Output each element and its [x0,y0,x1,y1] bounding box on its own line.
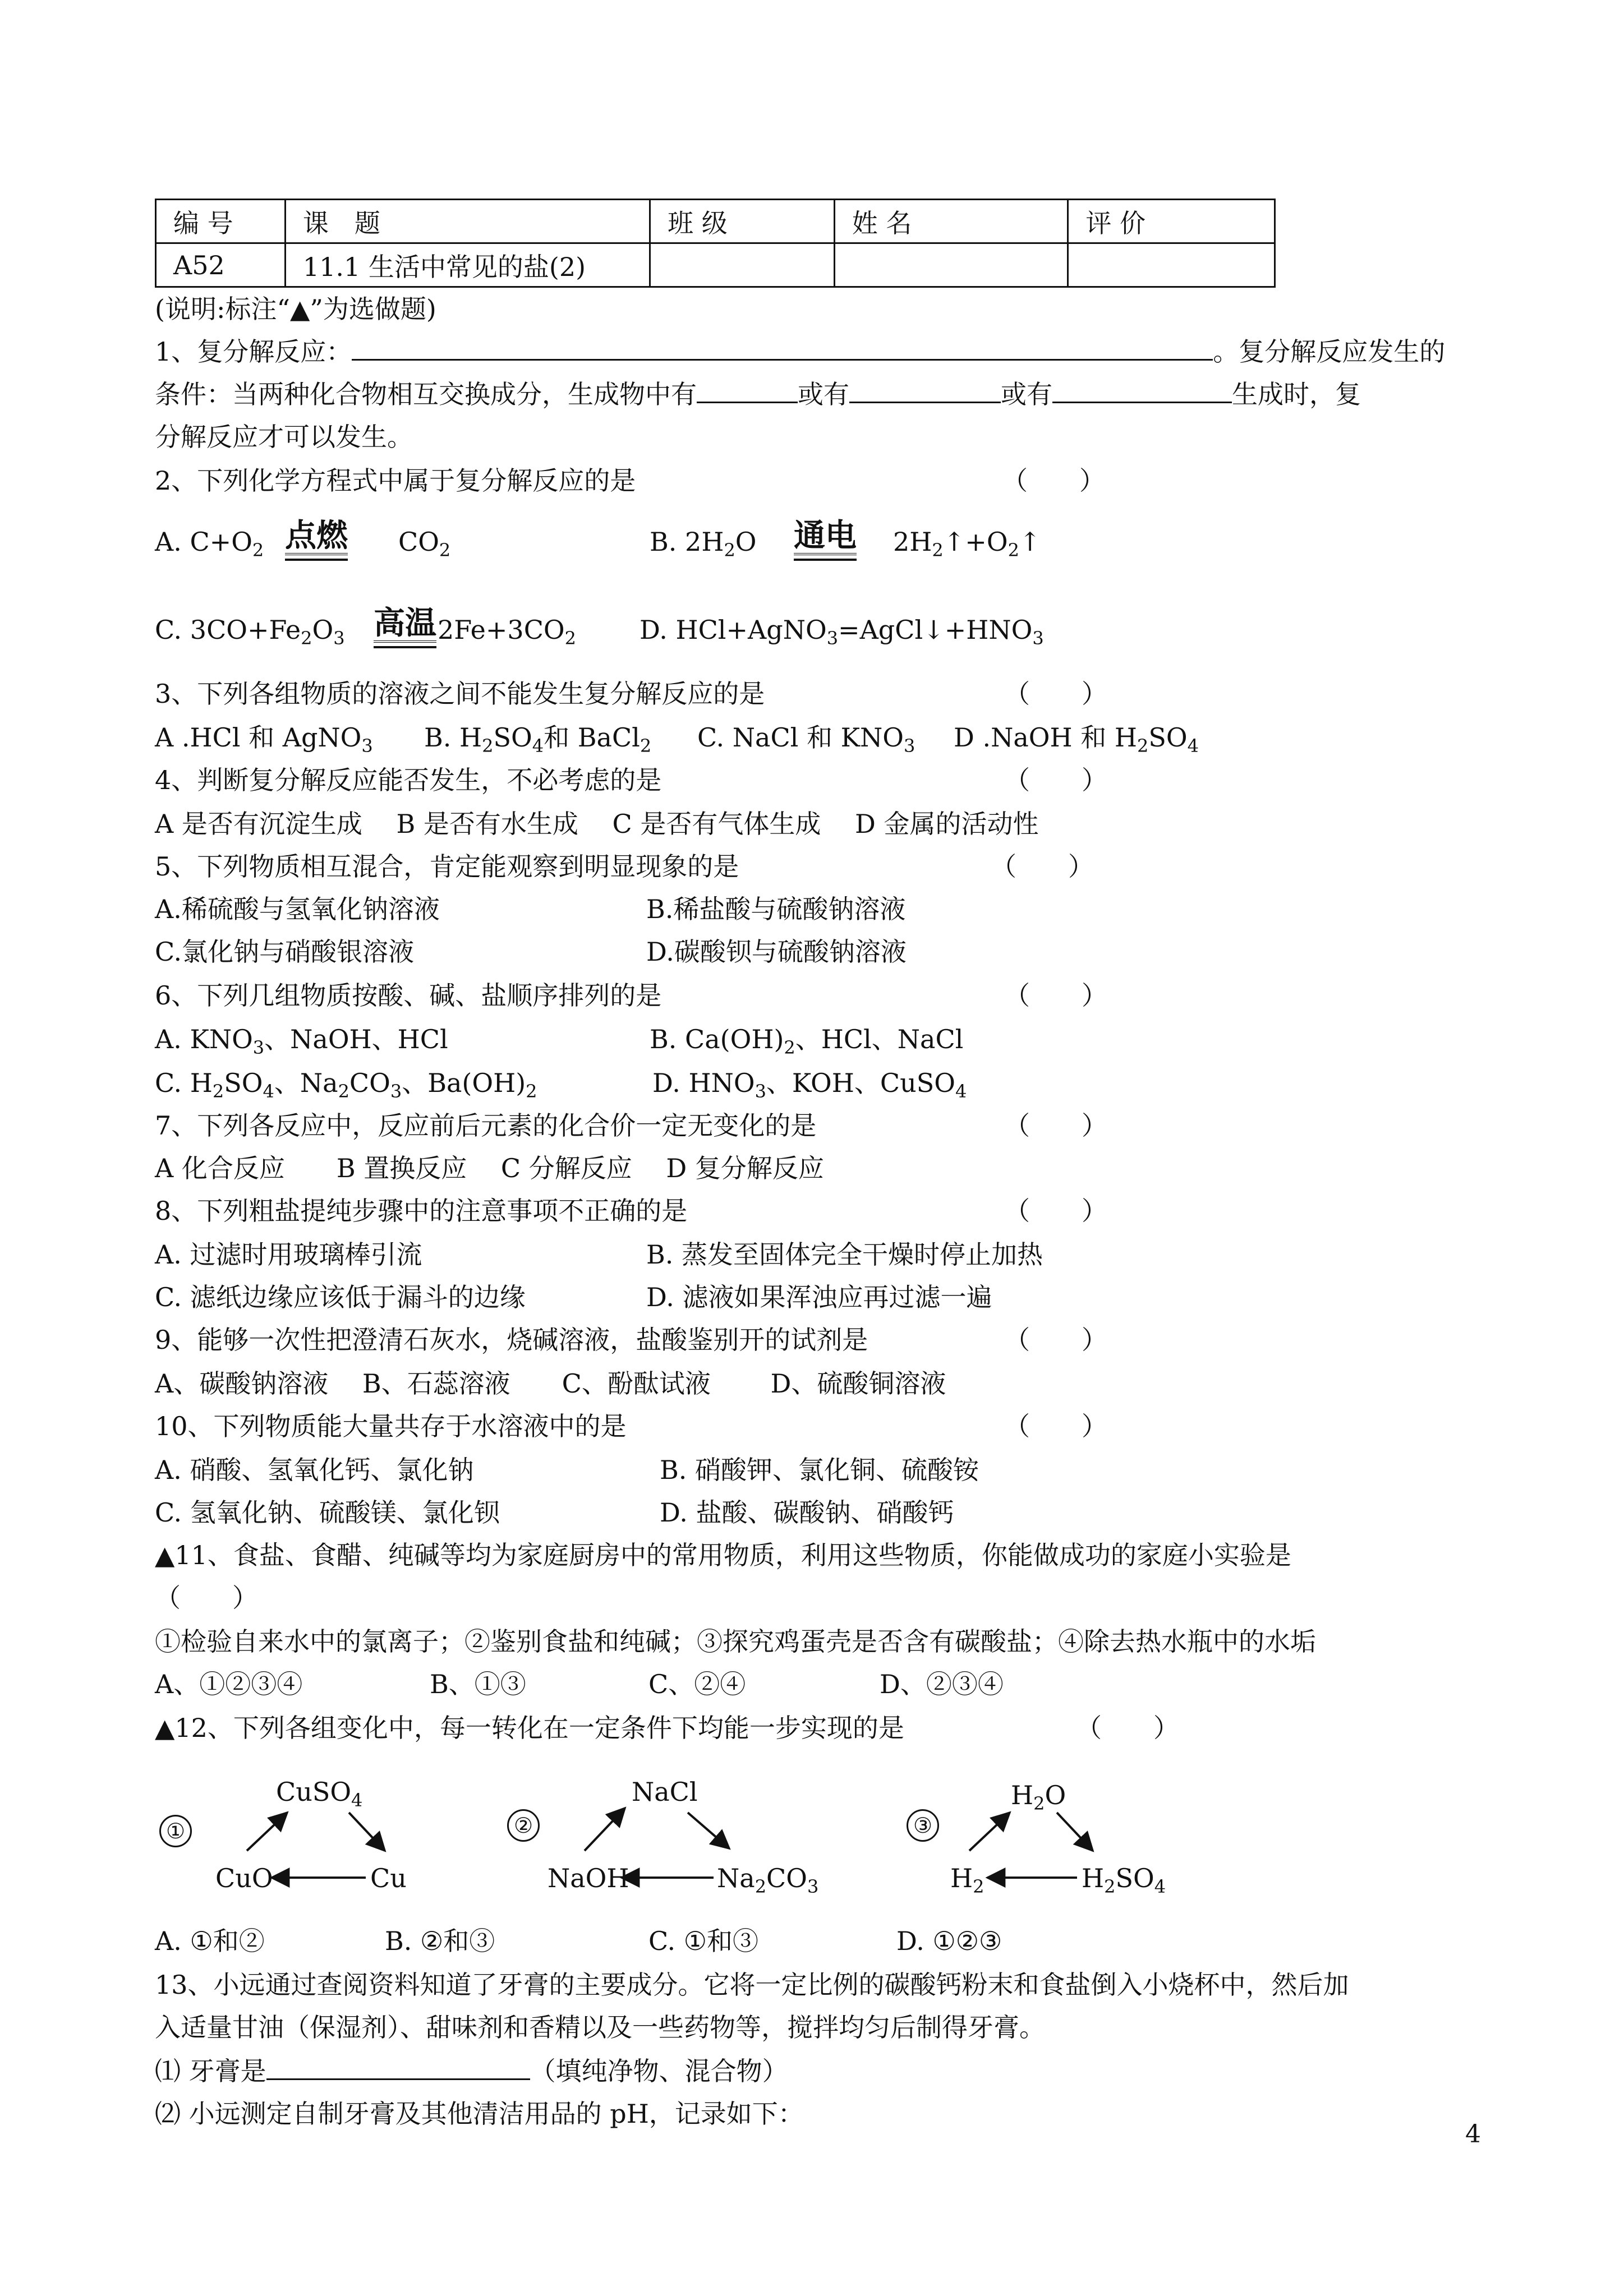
q6-d-text: D. HNO [652,1068,755,1098]
q13-blank[interactable] [266,2056,530,2080]
q6-option-a: A. $KNO_3$、NaOH、HCl [155,1024,448,1058]
q2-a-product: $CO_2$ [398,527,451,561]
q6-c-so: SO [224,1068,263,1098]
q10-answer-paren[interactable]: （ ） [1004,1411,1107,1441]
q6-stem: 6、下列几组物质按酸、碱、盐顺序排列的是 [155,980,662,1011]
q8-option-d: D. 滤液如果浑浊应再过滤一遍 [646,1282,992,1312]
q8-option-c: C. 滤纸边缘应该低于漏斗的边缘 [155,1282,526,1312]
q5-answer-paren[interactable]: （ ） [991,851,1094,882]
q2-a-cond-label: 点燃 [285,517,348,554]
d1-arrow-cuo-to-cuso4 [247,1813,287,1851]
page-number: 4 [1465,2120,1481,2149]
q9-answer-paren[interactable]: （ ） [1004,1325,1107,1355]
d1-number: ① [159,1815,192,1847]
q11-items: ①检验自来水中的氯离子；②鉴别食盐和纯碱；③探究鸡蛋壳是否含有碳酸盐；④除去热水瓶中的水垢 [155,1626,1316,1657]
q6-b-rest: 、HCl、NaCl [795,1024,964,1054]
q3-option-c: C. NaCl 和 $KNO_3$ [697,722,915,757]
q2-option-d: D. $HCl+AgNO_3=AgCl↓+HNO_3$ [640,615,1044,649]
q2-a-prod-label: CO [398,527,439,557]
q4-answer-paren[interactable]: （ ） [1004,765,1107,795]
header-cell-number: 编 号 [156,200,286,243]
q2-answer-paren[interactable]: （ ） [1002,465,1105,496]
q10-stem: 10、下列物质能大量共存于水溶液中的是 [155,1411,627,1441]
d2-arrow-nacl-to-na2co3 [688,1813,729,1848]
d1-top-label: CuSO [276,1777,352,1807]
q8-option-a: A. 过滤时用玻璃棒引流 [155,1239,422,1270]
q3-stem: 3、下列各组物质的溶液之间不能发生复分解反应的是 [155,679,765,709]
q2-b-product: $2H_2↑+O_2↑$ [893,527,1041,561]
q2-option-c: C. $3CO+Fe_2O_3$ [155,615,345,649]
d1-top [276,1774,362,1818]
q1-end-text: 生成时，复 [1232,379,1361,409]
q13-p1-hint: （填纯净物、混合物） [530,2056,788,2086]
q11-answer-paren[interactable]: （ ） [155,1583,258,1613]
q3-answer-paren[interactable]: （ ） [1004,679,1107,709]
d3-right-a: H [1082,1863,1105,1893]
d3-left [950,1861,984,1904]
q2-option-a: A. $C+O_2$ [155,527,264,561]
q10-option-d: D. 盐酸、碳酸钠、硝酸钙 [660,1497,954,1528]
q3-d-text: D .NaOH 和 H [954,722,1137,753]
d1-top-sub: 4 [351,1790,363,1811]
d3-arrow-h2-to-h2o [969,1813,1010,1851]
q8-stem: 8、下列粗盐提纯步骤中的注意事项不正确的是 [155,1196,688,1226]
q10-option-c: C. 氢氧化钠、硫酸镁、氯化钡 [155,1497,500,1528]
note: (说明:标注“▲”为选做题) [155,294,436,324]
q6-c-na: 、Na [274,1068,338,1098]
q3-b-so: SO [493,722,532,753]
d2-right-b: CO [766,1863,807,1893]
q2-c-text: C. 3CO+Fe [155,615,301,645]
q6-d-rest: 、KOH、CuSO [766,1068,955,1098]
q2-b-text: B. 2H [650,527,724,557]
q2-b-prod1: 2H [893,527,932,557]
d2-left: NaOH [548,1863,629,1893]
q2-c-product: $2Fe+3CO_2$ [438,615,576,649]
q12-option-a: A. ①和② [155,1926,265,1956]
q2-b-prod2: ↑+O [943,527,1008,557]
d3-top-a: H [1011,1780,1034,1810]
d1-left: CuO [215,1863,273,1893]
q6-c-co: CO [349,1068,390,1098]
q5-option-a: A.稀硫酸与氢氧化钠溶液 [155,894,440,924]
q2-option-b: B. $2H_2O$ [650,527,757,561]
d3-right-b: SO [1115,1863,1154,1893]
q1-label: 1、复分解反应： [155,336,352,367]
q13-p1-label: ⑴ 牙膏是 [155,2056,266,2086]
q6-c-text: C. H [155,1068,213,1098]
q12-stem: ▲12、下列各组变化中，每一转化在一定条件下均能一步实现的是 [155,1713,904,1743]
q2-c-prod-label: 2Fe+3CO [438,615,565,645]
q2-b-cond-label: 通电 [794,517,857,554]
d3-left-a: H [950,1863,973,1893]
header-cell-topic: 课 题 [285,200,650,243]
value-cell-topic: 11.1 生活中常见的盐(2) [285,243,650,287]
q11-option-c: C、②④ [648,1669,746,1699]
q10-option-a: A. 硝酸、氢氧化钙、氯化钠 [155,1455,474,1485]
header-cell-name: 姓 名 [834,200,1068,243]
d2-right [717,1861,818,1904]
q3-c-text: C. NaCl 和 KNO [697,722,904,753]
q1-line3: 分解反应才可以发生。 [155,422,413,452]
q4-stem: 4、判断复分解反应能否发生，不必考虑的是 [155,765,662,795]
q1-or-2: 或有 [1001,379,1052,409]
q5-stem: 5、下列物质相互混合，肯定能观察到明显现象的是 [155,851,739,882]
d3-top-b: O [1045,1780,1066,1810]
q3-b-bacl: 和 BaCl [544,722,640,753]
q6-answer-paren[interactable]: （ ） [1004,980,1107,1011]
q12-option-c: C. ①和③ [648,1926,759,1956]
q5-option-c: C.氯化钠与硝酸银溶液 [155,937,415,967]
q1-cond-text: 条件：当两种化合物相互交换成分，生成物中有 [155,379,697,409]
q3-a-text: A .HCl 和 AgNO [155,722,362,753]
q9-stem: 9、能够一次性把澄清石灰水，烧碱溶液，盐酸鉴别开的试剂是 [155,1325,868,1355]
d2-right-sub2: 3 [807,1876,819,1897]
q6-c-baoh: 、Ba(OH) [402,1068,526,1098]
value-cell-number: A52 [156,243,286,287]
q6-b-text: B. Ca(OH) [650,1024,784,1054]
q12-option-b: B. ②和③ [385,1926,495,1956]
d3-right-sub: 2 [1104,1876,1116,1897]
q2-c-cond-label: 高温 [374,605,436,642]
q6-option-c: C. $H_2SO_4$、$Na_2CO_3$、$Ba(OH)_2$ [155,1068,537,1102]
q13-line1: 13、小远通过查阅资料知道了牙膏的主要成分。它将一定比例的碳酸钙粉末和食盐倒入小烧杯中，然后加 [155,1970,1349,2000]
q13-part1 [155,2054,788,2088]
q2-b-o: O [735,527,757,557]
q2-d-mid: =AgCl↓+HNO [838,615,1033,645]
q11-option-d: D、②③④ [880,1669,1004,1699]
q13-line2: 入适量甘油（保湿剂）、甜味剂和香精以及一些药物等，搅拌均匀后制得牙膏。 [155,2012,1045,2043]
q6-a-rest: 、NaOH、HCl [264,1024,448,1054]
q7-stem: 7、下列各反应中，反应前后元素的化合价一定无变化的是 [155,1110,817,1141]
q5-option-d: D.碳酸钡与硫酸钠溶液 [646,937,907,967]
q2-d-text: D. HCl+AgNO [640,615,827,645]
d3-number: ③ [907,1809,939,1842]
q12-option-d: D. ①②③ [896,1926,1002,1956]
header-cell-class: 班 级 [650,200,835,243]
q7-options: A 化合反应 B 置换反应 C 分解反应 D 复分解反应 [155,1153,824,1183]
q3-option-b: B. $H_2SO_4$和 BaCl$_2$ [424,722,652,757]
d3-left-sub: 2 [973,1876,984,1897]
q5-option-b: B.稀盐酸与硫酸钠溶液 [646,894,906,924]
q1-or-1: 或有 [798,379,849,409]
d3-top [1011,1778,1066,1821]
d2-right-a: Na [717,1863,755,1893]
q9-options: A、碳酸钠溶液 B、石蕊溶液 C、酚酞试液 D、硫酸铜溶液 [155,1368,946,1399]
q11-option-b: B、①③ [430,1669,526,1699]
q7-answer-paren[interactable]: （ ） [1004,1110,1107,1141]
q8-answer-paren[interactable]: （ ） [1004,1196,1107,1226]
q12-answer-paren[interactable]: （ ） [1076,1713,1179,1743]
q2-stem: 2、下列化学方程式中属于复分解反应的是 [155,465,636,496]
q2-c-o: O [312,615,334,645]
q1-tail: 。复分解反应发生的 [1213,336,1446,367]
d2-right-sub: 2 [755,1876,767,1897]
q6-a-text: A. KNO [155,1024,253,1054]
q6-option-b: B. $Ca(OH)_2$、HCl、NaCl [650,1024,964,1058]
q13-part2: ⑵ 小远测定自制牙膏及其他清洁用品的 pH，记录如下： [155,2099,804,2129]
q3-option-a: A .HCl 和 AgNO$_3$ [155,722,373,757]
q3-b-text: B. H [424,722,482,753]
q11-stem: ▲11、食盐、食醋、纯碱等均为家庭厨房中的常用物质，利用这些物质，你能做成功的家庭小实验是 [155,1540,1291,1570]
q3-option-d: D .NaOH 和 $H_2SO_4$ [954,722,1199,757]
q2-b-prod3: ↑ [1019,527,1041,557]
q6-option-d: D. $HNO_3$、KOH、CuSO$_4$ [652,1068,967,1102]
d2-top: NaCl [632,1777,698,1807]
d1-arrow-cuso4-to-cu [349,1813,385,1851]
d3-right [1082,1861,1166,1904]
d3-top-sub: 2 [1033,1793,1045,1814]
q3-d-so: SO [1148,722,1188,753]
q8-option-b: B. 蒸发至固体完全干燥时停止加热 [646,1239,1043,1270]
header-cell-rating: 评 价 [1068,200,1275,243]
q2-a-text: A. C+O [155,527,252,557]
d2-arrow-naoh-to-nacl [585,1808,625,1851]
d1-right: Cu [370,1863,407,1893]
d2-number: ② [507,1809,540,1842]
q11-option-a: A、①②③④ [155,1669,303,1699]
q10-option-b: B. 硝酸钾、氯化铜、硫酸铵 [660,1455,979,1485]
q4-options: A 是否有沉淀生成 B 是否有水生成 C 是否有气体生成 D 金属的活动性 [155,809,1039,839]
d3-right-sub2: 4 [1154,1876,1166,1897]
